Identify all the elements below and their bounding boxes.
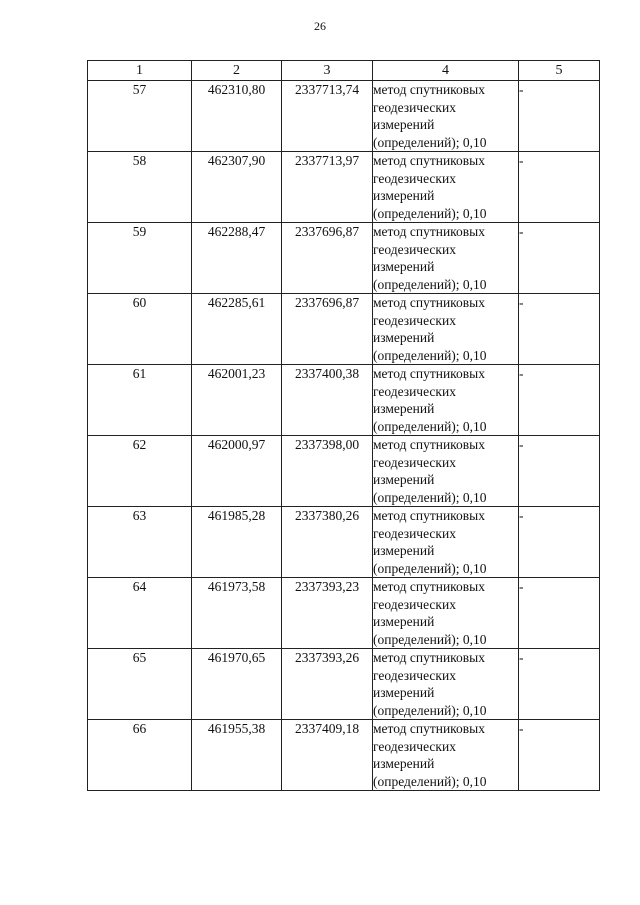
coord-y: 2337696,87 — [282, 223, 373, 294]
method-description: метод спутниковых геодезических измерений (определений); 0,10 — [373, 649, 519, 720]
note: - — [519, 223, 600, 294]
point-number: 66 — [88, 720, 192, 791]
method-description: метод спутниковых геодезических измерений (определений); 0,10 — [373, 436, 519, 507]
header-col-4: 4 — [373, 61, 519, 81]
method-description: метод спутниковых геодезических измерений (определений); 0,10 — [373, 223, 519, 294]
method-description: метод спутниковых геодезических измерений (определений); 0,10 — [373, 294, 519, 365]
method-description: метод спутниковых геодезических измерений (определений); 0,10 — [373, 720, 519, 791]
coord-x: 462285,61 — [192, 294, 282, 365]
header-col-5: 5 — [519, 61, 600, 81]
method-description: метод спутниковых геодезических измерений (определений); 0,10 — [373, 152, 519, 223]
coord-y: 2337713,97 — [282, 152, 373, 223]
point-number: 59 — [88, 223, 192, 294]
header-col-3: 3 — [282, 61, 373, 81]
table-header — [88, 61, 600, 81]
point-number: 65 — [88, 649, 192, 720]
point-number: 58 — [88, 152, 192, 223]
table-row — [88, 152, 600, 223]
coord-y: 2337696,87 — [282, 294, 373, 365]
note: - — [519, 507, 600, 578]
point-number: 62 — [88, 436, 192, 507]
header-col-2: 2 — [192, 61, 282, 81]
coord-y: 2337393,26 — [282, 649, 373, 720]
coord-x: 461973,58 — [192, 578, 282, 649]
table-row — [88, 81, 600, 152]
coord-x: 461955,38 — [192, 720, 282, 791]
table-body — [88, 81, 600, 791]
coord-x: 462001,23 — [192, 365, 282, 436]
method-description: метод спутниковых геодезических измерений (определений); 0,10 — [373, 578, 519, 649]
table-row — [88, 507, 600, 578]
note: - — [519, 578, 600, 649]
table-row — [88, 720, 600, 791]
coord-x: 461970,65 — [192, 649, 282, 720]
note: - — [519, 436, 600, 507]
coord-y: 2337713,74 — [282, 81, 373, 152]
coord-y: 2337380,26 — [282, 507, 373, 578]
table-row — [88, 365, 600, 436]
point-number: 57 — [88, 81, 192, 152]
coord-x: 462310,80 — [192, 81, 282, 152]
method-description: метод спутниковых геодезических измерений (определений); 0,10 — [373, 507, 519, 578]
point-number: 60 — [88, 294, 192, 365]
header-row — [88, 61, 600, 81]
table-row — [88, 578, 600, 649]
coord-y: 2337393,23 — [282, 578, 373, 649]
page-number: 26 — [314, 19, 326, 33]
point-number: 64 — [88, 578, 192, 649]
point-number: 61 — [88, 365, 192, 436]
table-row — [88, 436, 600, 507]
coord-x: 462288,47 — [192, 223, 282, 294]
table-row — [88, 294, 600, 365]
note: - — [519, 294, 600, 365]
coord-x: 462000,97 — [192, 436, 282, 507]
coord-y: 2337400,38 — [282, 365, 373, 436]
note: - — [519, 152, 600, 223]
coord-x: 462307,90 — [192, 152, 282, 223]
note: - — [519, 81, 600, 152]
point-number: 63 — [88, 507, 192, 578]
method-description: метод спутниковых геодезических измерений (определений); 0,10 — [373, 365, 519, 436]
coord-x: 461985,28 — [192, 507, 282, 578]
method-description: метод спутниковых геодезических измерений (определений); 0,10 — [373, 81, 519, 152]
note: - — [519, 720, 600, 791]
note: - — [519, 649, 600, 720]
coord-y: 2337409,18 — [282, 720, 373, 791]
header-col-1: 1 — [88, 61, 192, 81]
table-row — [88, 223, 600, 294]
note: - — [519, 365, 600, 436]
coordinates-table — [87, 60, 600, 791]
table-row — [88, 649, 600, 720]
coord-y: 2337398,00 — [282, 436, 373, 507]
